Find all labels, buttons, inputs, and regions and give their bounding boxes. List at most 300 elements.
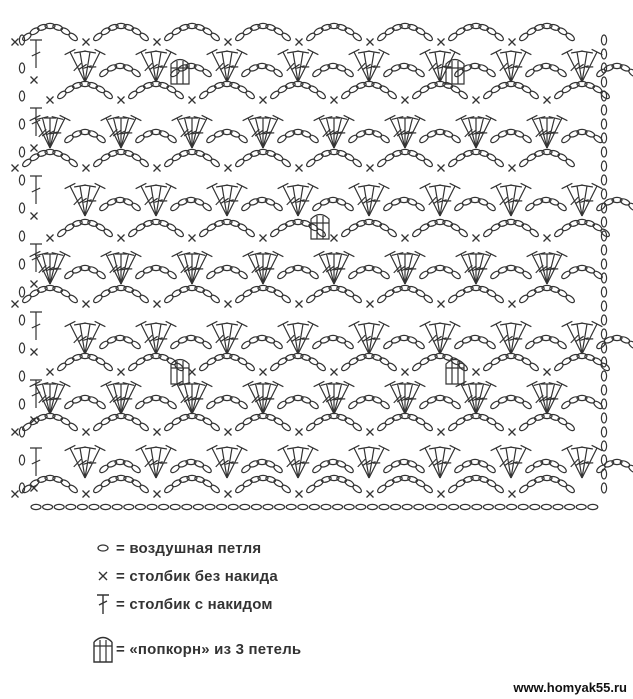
chain-stitch (494, 158, 505, 168)
legend-label-chain: = воздушная петля (116, 539, 262, 557)
double-crochet (216, 323, 229, 354)
chain-stitch (485, 464, 496, 474)
chain-stitch (423, 422, 434, 432)
single-crochet (118, 235, 125, 242)
chain-stitch (309, 504, 319, 509)
chain-stitch (130, 68, 141, 78)
single-crochet (225, 491, 232, 498)
chain-stitch (352, 484, 363, 494)
chain-stitch (455, 478, 466, 488)
chain-stitch (313, 26, 324, 36)
chain-stitch (169, 202, 180, 212)
legend-row-dc (90, 590, 450, 618)
dc-icon (90, 591, 116, 617)
chain-stitch (19, 91, 24, 101)
chain-stitch (171, 416, 182, 426)
chain-stitch (298, 504, 308, 509)
popcorn-stitch (171, 360, 189, 385)
double-crochet (145, 185, 158, 216)
double-crochet (145, 323, 158, 354)
double-crochet (287, 185, 300, 216)
chain-stitch (313, 288, 324, 298)
chain-stitch (518, 422, 529, 432)
double-crochet (429, 51, 442, 82)
single-crochet (331, 97, 338, 104)
chain-stitch (313, 416, 324, 426)
chain-stitch (19, 315, 24, 325)
chain-stitch (376, 32, 387, 42)
legend-label-popcorn: = «попкорн» из 3 петель (116, 640, 302, 658)
chain-stitch (601, 147, 606, 157)
chain-stitch (182, 504, 192, 509)
chain-stitch (387, 228, 398, 238)
chain-stitch (379, 270, 390, 280)
single-crochet (296, 429, 303, 436)
chain-stitch (263, 504, 273, 509)
chain-stitch (447, 158, 458, 168)
chain-stitch (210, 484, 221, 494)
chain-stitch (77, 504, 87, 509)
chain-stitch (343, 68, 354, 78)
chain-stitch (556, 202, 567, 212)
double-crochet (30, 176, 42, 204)
chain-stitch (524, 68, 535, 78)
chain-stitch (205, 400, 216, 410)
chain-stitch (311, 202, 322, 212)
chain-stitch (19, 399, 24, 409)
single-crochet (367, 429, 374, 436)
chain-stitch (521, 400, 532, 410)
chain-stitch (565, 294, 576, 304)
chain-stitch (19, 259, 24, 269)
single-crochet (154, 301, 161, 308)
chain-stitch (601, 189, 606, 199)
chain-stitch (384, 26, 395, 36)
single-crochet (83, 301, 90, 308)
single-crochet (367, 39, 374, 46)
single-crochet (12, 491, 19, 498)
chain-stitch (384, 478, 395, 488)
chain-stitch (19, 455, 24, 465)
chain-stitch (242, 26, 253, 36)
chain-stitch (100, 288, 111, 298)
chain-stitch (524, 340, 535, 350)
chain-stitch (627, 68, 633, 78)
chain-stitch (447, 32, 458, 42)
chain-stitch (134, 400, 145, 410)
chain-stitch (237, 400, 248, 410)
single-crochet (154, 39, 161, 46)
chain-stitch (286, 504, 296, 509)
chain-stitch (305, 484, 316, 494)
chain-stitch (561, 222, 572, 232)
chain-stitch (627, 202, 633, 212)
chain-stitch (494, 422, 505, 432)
single-crochet (296, 39, 303, 46)
chain-stitch (494, 484, 505, 494)
chain-stitch (601, 245, 606, 255)
chain-stitch (245, 90, 256, 100)
chain-stitch (321, 504, 331, 509)
chain-stitch (384, 288, 395, 298)
chain-stitch (601, 441, 606, 451)
chain-stitch (382, 202, 393, 212)
chain-stitch (414, 340, 425, 350)
chain-stitch (198, 228, 209, 238)
chain-stitch (234, 422, 245, 432)
double-crochet (500, 51, 513, 82)
chain-stitch (343, 464, 354, 474)
double-crochet (74, 447, 87, 478)
chain-stitch (352, 158, 363, 168)
chain-stitch (601, 399, 606, 409)
double-crochet (145, 447, 158, 478)
chain-stitch (565, 422, 576, 432)
chain-stitch (553, 228, 564, 238)
chain-stitch (269, 228, 280, 238)
chain-stitch (135, 84, 146, 94)
chain-stitch (272, 340, 283, 350)
chain-stitch (450, 400, 461, 410)
chain-stitch (163, 484, 174, 494)
chain-stitch (553, 504, 563, 509)
chain-stitch (419, 84, 430, 94)
chain-stitch (305, 158, 316, 168)
single-crochet (31, 145, 38, 152)
chain-stitch (166, 134, 177, 144)
single-crochet (438, 39, 445, 46)
chain-stitch (414, 202, 425, 212)
single-crochet (296, 491, 303, 498)
chain-stitch (127, 362, 138, 372)
popcorn-icon (90, 629, 116, 669)
chain-stitch (450, 270, 461, 280)
chain-stitch (276, 400, 287, 410)
double-crochet (74, 185, 87, 216)
double-crochet (216, 51, 229, 82)
chain-stitch (458, 90, 469, 100)
chain-stitch (348, 84, 359, 94)
chain-stitch (210, 158, 221, 168)
legend-label-dc: = столбик с накидом (116, 595, 273, 613)
chain-stitch (419, 222, 430, 232)
chain-stitch (601, 371, 606, 381)
single-crochet (31, 213, 38, 220)
chain-stitch (565, 484, 576, 494)
single-crochet (47, 369, 54, 376)
chain-stitch (170, 504, 180, 509)
chain-stitch (425, 504, 435, 509)
double-crochet (358, 323, 371, 354)
chain-stitch (601, 35, 606, 45)
chain-stitch (485, 340, 496, 350)
chain-stitch (240, 340, 251, 350)
popcorn-stitch (446, 60, 464, 85)
chain-stitch (134, 134, 145, 144)
single-crochet (509, 429, 516, 436)
chain-stitch (382, 464, 393, 474)
single-crochet (154, 429, 161, 436)
chain-stitch (98, 202, 109, 212)
chain-stitch (100, 26, 111, 36)
chain-stitch (68, 422, 79, 432)
chain-stitch (281, 294, 292, 304)
single-crochet (12, 429, 19, 436)
chain-stitch (171, 478, 182, 488)
chain-stitch (56, 228, 67, 238)
chain-stitch (482, 228, 493, 238)
chain-stitch (352, 32, 363, 42)
chain-stitch (340, 90, 351, 100)
chain-stitch (560, 134, 571, 144)
chain-stitch (447, 294, 458, 304)
chain-stitch (112, 504, 122, 509)
chain-stitch (237, 270, 248, 280)
chain-stitch (100, 416, 111, 426)
chain-stitch (556, 464, 567, 474)
chain-stitch (276, 134, 287, 144)
legend-row-popcorn (90, 626, 450, 672)
chain-stitch (384, 416, 395, 426)
chain-stitch (553, 362, 564, 372)
double-crochet (30, 381, 50, 414)
chain-stitch (193, 504, 203, 509)
single-crochet (225, 165, 232, 172)
chain-stitch (376, 158, 387, 168)
chain-stitch (171, 26, 182, 36)
double-crochet (571, 51, 584, 82)
chain-stitch (245, 362, 256, 372)
chain-stitch (63, 134, 74, 144)
chain-stitch (379, 134, 390, 144)
double-crochet (74, 323, 87, 354)
chain-stitch (565, 32, 576, 42)
chain-stitch (174, 228, 185, 238)
chain-stitch (490, 84, 501, 94)
chain-stitch (437, 504, 447, 509)
chain-stitch (234, 158, 245, 168)
single-crochet (438, 429, 445, 436)
chain-stitch (68, 158, 79, 168)
chain-stitch (166, 270, 177, 280)
single-crochet (438, 491, 445, 498)
chain-stitch (234, 484, 245, 494)
chain-stitch (135, 356, 146, 366)
chain-stitch (277, 356, 288, 366)
chain-stitch (159, 504, 169, 509)
chain-stitch (541, 504, 551, 509)
chain-stitch (272, 464, 283, 474)
chain-stitch (455, 416, 466, 426)
chain-stitch (472, 504, 482, 509)
chain-stitch (174, 90, 185, 100)
single-crochet (31, 349, 38, 356)
chain-stitch (526, 288, 537, 298)
single-crochet (12, 165, 19, 172)
chain-icon (90, 535, 116, 561)
chain-stitch (376, 294, 387, 304)
chain-stitch (485, 202, 496, 212)
single-crochet (83, 491, 90, 498)
single-crochet (31, 281, 38, 288)
chain-stitch (601, 315, 606, 325)
chain-stitch (529, 90, 540, 100)
double-crochet (571, 185, 584, 216)
sc-icon (90, 563, 116, 589)
chain-stitch (521, 134, 532, 144)
single-crochet (225, 429, 232, 436)
double-crochet (358, 185, 371, 216)
chain-stitch (272, 202, 283, 212)
chain-stitch (19, 119, 24, 129)
chain-stitch (205, 134, 216, 144)
single-crochet (367, 165, 374, 172)
chain-stitch (556, 340, 567, 350)
chain-stitch (414, 68, 425, 78)
chain-stitch (423, 32, 434, 42)
chain-stitch (166, 400, 177, 410)
chain-stitch (135, 222, 146, 232)
chain-stitch (130, 464, 141, 474)
chain-stitch (447, 484, 458, 494)
chain-stitch (100, 152, 111, 162)
chain-stitch (518, 294, 529, 304)
chain-stitch (455, 288, 466, 298)
chain-stitch (601, 161, 606, 171)
single-crochet (83, 429, 90, 436)
chain-stitch (19, 343, 24, 353)
chain-stitch (171, 152, 182, 162)
chain-stitch (92, 158, 103, 168)
chain-stitch (281, 422, 292, 432)
chain-stitch (601, 329, 606, 339)
double-crochet (30, 244, 42, 272)
chain-stitch (19, 287, 24, 297)
chain-stitch (171, 288, 182, 298)
chain-stitch (64, 356, 75, 366)
double-crochet (358, 447, 371, 478)
chain-stitch (29, 152, 40, 162)
chain-stitch (382, 68, 393, 78)
chain-stitch (453, 202, 464, 212)
chain-stitch (601, 259, 606, 269)
chain-stitch (601, 413, 606, 423)
chain-stitch (507, 504, 517, 509)
chain-stitch (217, 504, 227, 509)
chain-stitch (29, 26, 40, 36)
chain-stitch (313, 152, 324, 162)
chain-stitch (343, 202, 354, 212)
chain-stitch (237, 134, 248, 144)
chain-stitch (588, 504, 598, 509)
chain-stitch (601, 483, 606, 493)
single-crochet (296, 165, 303, 172)
chain-stitch (276, 270, 287, 280)
chain-stitch (311, 464, 322, 474)
chain-stitch (423, 294, 434, 304)
double-crochet (30, 448, 42, 476)
chain-stitch (210, 294, 221, 304)
watermark: www.homyak55.ru (513, 680, 627, 695)
chain-stitch (379, 504, 389, 509)
chain-stitch (251, 504, 261, 509)
chain-stitch (210, 32, 221, 42)
chain-stitch (92, 484, 103, 494)
chain-stitch (311, 68, 322, 78)
chain-stitch (347, 270, 358, 280)
double-crochet (500, 447, 513, 478)
chain-stitch (601, 217, 606, 227)
chain-stitch (139, 484, 150, 494)
chain-stitch (139, 158, 150, 168)
chain-stitch (56, 90, 67, 100)
double-crochet (74, 51, 87, 82)
chain-stitch (124, 504, 134, 509)
chain-stitch (98, 68, 109, 78)
chain-stitch (135, 504, 145, 509)
chain-stitch (305, 294, 316, 304)
chain-stitch (64, 222, 75, 232)
chain-stitch (485, 68, 496, 78)
chain-stitch (64, 84, 75, 94)
chain-stitch (205, 504, 215, 509)
chain-stitch (206, 356, 217, 366)
chain-stitch (529, 362, 540, 372)
chain-stitch (169, 464, 180, 474)
chain-stitch (316, 90, 327, 100)
chain-stitch (127, 90, 138, 100)
chain-stitch (526, 416, 537, 426)
legend (90, 534, 450, 672)
chain-stitch (601, 105, 606, 115)
single-crochet (154, 491, 161, 498)
single-crochet (509, 39, 516, 46)
chain-stitch (316, 362, 327, 372)
chain-stitch (482, 90, 493, 100)
single-crochet (402, 97, 409, 104)
single-crochet (544, 97, 551, 104)
chain-stitch (19, 203, 24, 213)
chain-stitch (95, 400, 106, 410)
chain-stitch (68, 294, 79, 304)
chain-stitch (526, 26, 537, 36)
chain-stitch (98, 340, 109, 350)
single-crochet (331, 369, 338, 376)
chain-stitch (450, 134, 461, 144)
single-crochet (473, 369, 480, 376)
chain-stitch (414, 464, 425, 474)
single-crochet (402, 369, 409, 376)
legend-row-sc (90, 562, 450, 590)
chain-stitch (601, 119, 606, 129)
chain-stitch (460, 504, 470, 509)
double-crochet (287, 51, 300, 82)
chain-stitch (308, 270, 319, 280)
single-crochet (509, 301, 516, 308)
chain-stitch (234, 294, 245, 304)
chain-stitch (43, 504, 53, 509)
chain-stitch (92, 294, 103, 304)
chain-stitch (526, 152, 537, 162)
chain-stitch (201, 340, 212, 350)
chain-stitch (333, 504, 343, 509)
single-crochet (31, 77, 38, 84)
single-crochet (260, 235, 267, 242)
chain-stitch (356, 504, 366, 509)
single-crochet (438, 301, 445, 308)
chain-stitch (352, 294, 363, 304)
double-crochet (216, 185, 229, 216)
